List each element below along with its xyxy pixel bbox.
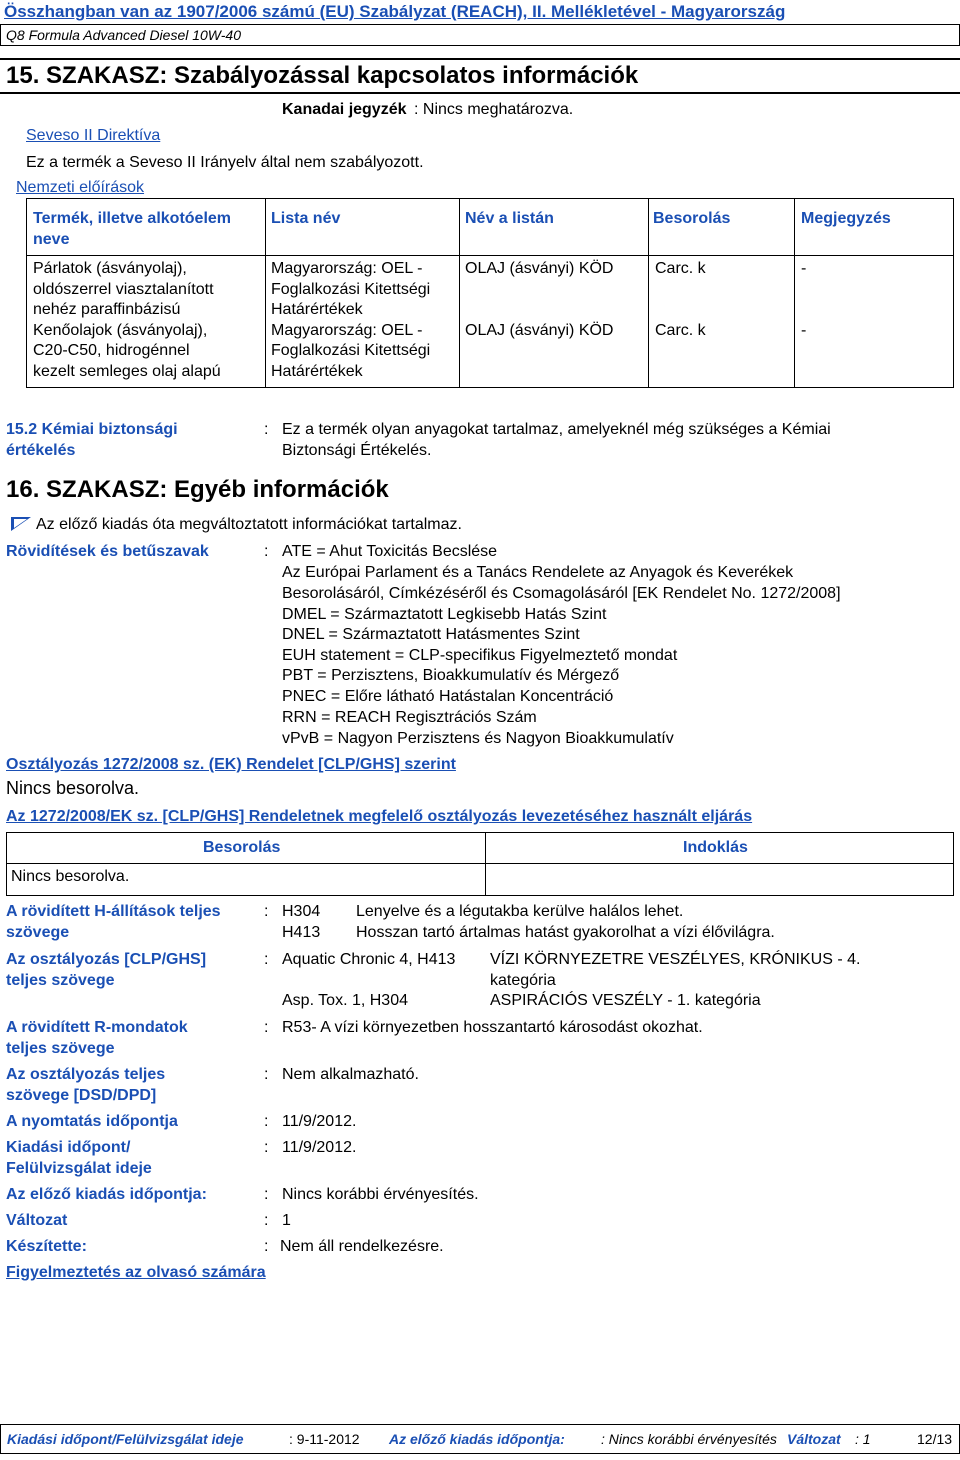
- footer-page-number: 12/13: [917, 1431, 953, 1447]
- national-title: Nemzeti előírások: [16, 179, 145, 196]
- h-code: H304: [282, 903, 321, 920]
- r-text: R53- A vízi környezetben hosszantartó károsodást okozhat.: [282, 1019, 703, 1036]
- th-product: Termék, illetve alkotóelem: [33, 210, 232, 227]
- prev-colon: :: [264, 1186, 269, 1203]
- clp-full-code: Asp. Tox. 1, H304: [282, 992, 408, 1009]
- clp-full-text: VÍZI KÖRNYEZETRE VESZÉLYES, KRÓNIKUS - 4.: [490, 951, 861, 968]
- h-label: A rövidített H-állítások teljes: [6, 903, 221, 920]
- seveso-title: Seveso II Direktíva: [26, 127, 161, 144]
- csa-text-2: Biztonsági Értékelés.: [282, 442, 432, 459]
- notice-title: Figyelmeztetés az olvasó számára: [6, 1264, 266, 1281]
- abbr-line: RRN = REACH Regisztrációs Szám: [282, 709, 537, 726]
- footer-issue-label: Kiadási időpont/Felülvizsgálat ideje: [7, 1431, 244, 1447]
- h-code: H413: [282, 924, 321, 941]
- version-colon: :: [264, 1212, 269, 1229]
- issue-label-2: Felülvizsgálat ideje: [6, 1160, 152, 1177]
- footer-prev-value: : Nincs korábbi érvényesítés: [601, 1431, 777, 1447]
- clp-full-label-2: teljes szövege: [6, 972, 115, 989]
- abbr-line: EUH statement = CLP-specifikus Figyelmeztető mondat: [282, 647, 678, 664]
- th-name-on-list: Név a listán: [465, 210, 554, 227]
- th-product-2: neve: [33, 231, 70, 248]
- h-label-2: szövege: [6, 924, 70, 941]
- product-line: oldószerrel viasztalanított: [33, 280, 214, 298]
- classification-value: Carc. k: [655, 321, 706, 339]
- prev-value: Nincs korábbi érvényesítés.: [282, 1186, 479, 1203]
- h-text: Lenyelve és a légutakba kerülve halálos lehet.: [356, 903, 684, 920]
- print-date-label: A nyomtatás időpontja: [6, 1113, 178, 1130]
- section-15-heading: 15. SZAKASZ: Szabályozással kapcsolatos információk: [0, 58, 960, 94]
- abbr-line: Az Európai Parlament és a Tanács Rendelete az Anyagok és Keverékek: [282, 564, 794, 581]
- abbr-line: vPvB = Nagyon Perzisztens és Nagyon Bioakkumulatív: [282, 730, 674, 747]
- prev-label: Az előző kiadás időpontja:: [6, 1186, 207, 1203]
- product-line: nehéz paraffinbázisú: [33, 301, 181, 318]
- print-date-value: 11/9/2012.: [282, 1113, 357, 1130]
- csa-colon: :: [264, 421, 269, 438]
- h-text: Hosszan tartó ártalmas hatást gyakorolhat a vízi élővilágra.: [356, 924, 775, 941]
- h-colon: :: [264, 903, 269, 920]
- author-value: Nem áll rendelkezésre.: [280, 1238, 444, 1255]
- dsd-text: Nem alkalmazható.: [282, 1066, 419, 1083]
- classification-value: Carc. k: [655, 260, 706, 277]
- issue-colon: :: [264, 1139, 269, 1156]
- clp-full-text: ASPIRÁCIÓS VESZÉLY - 1. kategória: [490, 992, 761, 1009]
- issue-label: Kiadási időpont/: [6, 1139, 131, 1156]
- abbr-line: ATE = Ahut Toxicitás Becslése: [282, 543, 498, 560]
- abbr-label: Rövidítések és betűszavak: [6, 543, 209, 560]
- abbr-line: DNEL = Származtatott Hatásmentes Szint: [282, 626, 580, 643]
- product-line: kezelt semleges olaj alapú: [33, 362, 221, 380]
- abbr-line: PBT = Perzisztens, Bioakkumulatív és Mérgező: [282, 667, 620, 684]
- clp-full-colon: :: [264, 951, 269, 968]
- list-name-line: Határértékek: [271, 301, 363, 318]
- version-value: 1: [282, 1212, 291, 1229]
- list-name-line: Magyarország: OEL -: [271, 321, 423, 339]
- abbr-line: PNEC = Előre látható Hatástalan Koncentráció: [282, 688, 614, 705]
- document-header-title: Összhangban van az 1907/2006 számú (EU) Szabályzat (REACH), II. Mellékletével - Magyarország: [4, 2, 786, 21]
- clp-title: Osztályozás 1272/2008 sz. (EK) Rendelet [CLP/GHS] szerint: [6, 756, 456, 773]
- seveso-text: Ez a termék a Seveso II Irányelv által nem szabályozott.: [26, 154, 424, 171]
- clp-value: Nincs besorolva.: [6, 778, 140, 798]
- procedure-table: [6, 832, 954, 896]
- procedure-title: Az 1272/2008/EK sz. [CLP/GHS] Rendeletnek megfelelő osztályozás levezetéséhez használt eljárás: [6, 808, 753, 825]
- th-classification: Besorolás: [653, 210, 731, 227]
- th-remark: Megjegyzés: [801, 210, 891, 227]
- list-name-line: Magyarország: OEL -: [271, 260, 423, 277]
- section-16-heading: 16. SZAKASZ: Egyéb információk: [6, 476, 389, 503]
- dsd-label: Az osztályozás teljes: [6, 1066, 166, 1083]
- csa-label-2: értékelés: [6, 442, 76, 459]
- abbr-colon: :: [264, 543, 269, 560]
- page-footer: [0, 1424, 960, 1454]
- clp-full-label: Az osztályozás [CLP/GHS]: [6, 951, 207, 968]
- product-line: Párlatok (ásványolaj),: [33, 260, 187, 277]
- clp-full-code: Aquatic Chronic 4, H413: [282, 951, 456, 968]
- footer-issue-value: : 9-11-2012: [289, 1431, 360, 1447]
- remark-value: -: [801, 260, 807, 277]
- name-on-list: OLAJ (ásványi) KÖD: [465, 321, 614, 339]
- canada-label: Kanadai jegyzék: [282, 101, 407, 118]
- list-name-line: Foglalkozási Kitettségi: [271, 342, 431, 359]
- name-on-list: OLAJ (ásványi) KÖD: [465, 260, 614, 277]
- proc-row-value: Nincs besorolva.: [11, 868, 130, 885]
- canada-value: : Nincs meghatározva.: [414, 101, 574, 118]
- dsd-colon: :: [264, 1066, 269, 1083]
- product-line: C20-C50, hidrogénnel: [33, 342, 190, 359]
- issue-value: 11/9/2012.: [282, 1139, 357, 1156]
- footer-version-label: Változat: [787, 1431, 841, 1447]
- footer-version-value: : 1: [855, 1431, 871, 1447]
- proc-th-reason: Indoklás: [683, 839, 748, 856]
- author-label: Készítette:: [6, 1238, 87, 1255]
- product-line: Kenőolajok (ásványolaj),: [33, 321, 208, 339]
- version-label: Változat: [6, 1212, 68, 1229]
- r-colon: :: [264, 1019, 269, 1036]
- author-colon: :: [264, 1238, 269, 1255]
- proc-th-classification: Besorolás: [203, 839, 281, 856]
- revision-flag-icon: [10, 516, 32, 532]
- list-name-line: Foglalkozási Kitettségi: [271, 280, 431, 298]
- r-label: A rövidített R-mondatok: [6, 1019, 188, 1036]
- remark-value: -: [801, 321, 807, 339]
- list-name-line: Határértékek: [271, 362, 363, 380]
- r-label-2: teljes szövege: [6, 1040, 115, 1057]
- product-name: Q8 Formula Advanced Diesel 10W-40: [6, 27, 241, 43]
- changed-note: Az előző kiadás óta megváltoztatott információkat tartalmaz.: [36, 516, 462, 533]
- th-list-name: Lista név: [271, 210, 341, 227]
- print-date-colon: :: [264, 1113, 269, 1130]
- csa-text: Ez a termék olyan anyagokat tartalmaz, amelyeknél még szükséges a Kémiai: [282, 421, 831, 438]
- abbr-line: DMEL = Származtatott Legkisebb Hatás Szint: [282, 606, 607, 623]
- csa-label: 15.2 Kémiai biztonsági: [6, 421, 178, 438]
- regulatory-table: [26, 198, 954, 388]
- footer-prev-label: Az előző kiadás időpontja:: [389, 1431, 565, 1447]
- abbr-line: Besorolásáról, Címkézéséről és Csomagolásáról [EK Rendelet No. 1272/2008]: [282, 585, 841, 602]
- dsd-label-2: szövege [DSD/DPD]: [6, 1087, 157, 1104]
- clp-full-text-2: kategória: [490, 972, 556, 989]
